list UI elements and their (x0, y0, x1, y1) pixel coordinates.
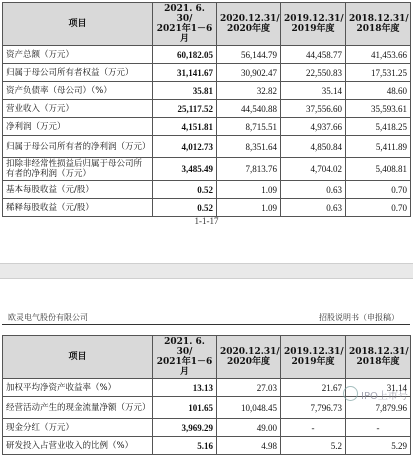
cell-value: 0.52 (153, 199, 217, 217)
cell-value: 44,458.77 (281, 46, 346, 64)
cell-value: 10,048.45 (217, 397, 281, 419)
cell-value: 0.70 (346, 181, 411, 199)
cell-value: 0.52 (153, 181, 217, 199)
cell-value: 13.13 (153, 379, 217, 397)
table-header-row (3, 3, 411, 46)
table-row (3, 82, 411, 100)
cell-value: - (281, 419, 346, 437)
row-label: 研发投入占营业收入的比例（%） (3, 437, 153, 455)
header-2021h1: 2021. 6. 30/ 2021年1－6月 (153, 336, 217, 379)
financial-summary-table (2, 2, 411, 217)
watermark-text: IPO上市号 (361, 391, 408, 402)
cell-value: 22,550.83 (281, 64, 346, 82)
cell-value: 4.98 (217, 437, 281, 455)
cell-value: 31.14 (346, 379, 411, 397)
cell-value: 8,351.64 (217, 136, 281, 158)
row-label: 加权平均净资产收益率（%） (3, 379, 153, 397)
cell-value: 3,485.49 (153, 158, 217, 181)
cell-value: 4,151.81 (153, 118, 217, 136)
document-title: 招股说明书（申报稿） (319, 313, 399, 322)
cell-value: 49.00 (217, 419, 281, 437)
row-label: 稀释每股收益（元/股） (3, 199, 153, 217)
table-row (3, 181, 411, 199)
cell-value: 8,715.51 (217, 118, 281, 136)
cell-value: 32.82 (217, 82, 281, 100)
cell-value: 35.81 (153, 82, 217, 100)
header-2019: 2019.12.31/ 2019年度 (281, 3, 346, 46)
cell-value: 7,879.96 (346, 397, 411, 419)
row-label: 归属于母公司所有者权益（万元） (3, 64, 153, 82)
cell-value: 37,556.60 (281, 100, 346, 118)
cell-value: 5,418.25 (346, 118, 411, 136)
cell-value: 35,593.61 (346, 100, 411, 118)
cell-value: 41,453.66 (346, 46, 411, 64)
table-row (3, 419, 411, 437)
cell-value: 101.65 (153, 397, 217, 419)
table-row (3, 158, 411, 181)
page-number: 1-1-17 (194, 216, 219, 226)
table-row (3, 136, 411, 158)
header-2018: 2018.12.31/ 2018年度 (346, 336, 411, 379)
row-label: 归属于母公司所有者的净利润（万元） (3, 136, 153, 158)
header-2020: 2020.12.31/ 2020年度 (217, 3, 281, 46)
row-label: 净利润（万元） (3, 118, 153, 136)
cell-value: 7,813.76 (217, 158, 281, 181)
header-item: 项目 (3, 3, 153, 46)
cell-value: 0.63 (281, 181, 346, 199)
table-header-row (3, 336, 411, 379)
document-page-2 (0, 279, 413, 451)
cell-value: 56,144.79 (217, 46, 281, 64)
cell-value: 4,012.73 (153, 136, 217, 158)
cell-value: 5,408.81 (346, 158, 411, 181)
row-label: 资产负债率（母公司）（%） (3, 82, 153, 100)
cell-value: 17,531.25 (346, 64, 411, 82)
row-label: 基本每股收益（元/股） (3, 181, 153, 199)
header-2020: 2020.12.31/ 2020年度 (217, 336, 281, 379)
row-label: 营业收入（万元） (3, 100, 153, 118)
cell-value: 31,141.67 (153, 64, 217, 82)
table-row (3, 437, 411, 455)
cell-value: 35.14 (281, 82, 346, 100)
cell-value: 25,117.52 (153, 100, 217, 118)
cell-value: 60,182.05 (153, 46, 217, 64)
cell-value: 7,796.73 (281, 397, 346, 419)
row-label: 扣除非经常性损益后归属于母公司所有者的净利润（万元） (3, 158, 153, 181)
row-label: 经营活动产生的现金流量净额（万元） (3, 397, 153, 419)
cell-value: 4,937.66 (281, 118, 346, 136)
table-row (3, 118, 411, 136)
page-separator (0, 263, 413, 279)
table-row (3, 46, 411, 64)
cell-value: 21.67 (281, 379, 346, 397)
cell-value: 30,902.47 (217, 64, 281, 82)
cell-value: 1.09 (217, 199, 281, 217)
cell-value: 5.29 (346, 437, 411, 455)
cell-value: - (346, 419, 411, 437)
cell-value: 4,704.02 (281, 158, 346, 181)
header-2019: 2019.12.31/ 2019年度 (281, 336, 346, 379)
row-label: 资产总额（万元） (3, 46, 153, 64)
table-row (3, 100, 411, 118)
cell-value: 48.60 (346, 82, 411, 100)
cell-value: 4,850.84 (281, 136, 346, 158)
cell-value: 5.2 (281, 437, 346, 455)
watermark (343, 385, 407, 403)
company-name: 欧灵电气股份有限公司 (8, 313, 88, 322)
table-row (3, 199, 411, 217)
table-row (3, 64, 411, 82)
cell-value: 1.09 (217, 181, 281, 199)
cell-value: 0.63 (281, 199, 346, 217)
cell-value: 27.03 (217, 379, 281, 397)
watermark-logo-icon (343, 386, 358, 401)
header-2021h1: 2021. 6. 30/ 2021年1－6月 (153, 3, 217, 46)
cell-value: 5,411.89 (346, 136, 411, 158)
header-divider (2, 324, 410, 325)
cell-value: 5.16 (153, 437, 217, 455)
cell-value: 3,969.29 (153, 419, 217, 437)
row-label: 现金分红（万元） (3, 419, 153, 437)
cell-value: 44,540.88 (217, 100, 281, 118)
cell-value: 0.70 (346, 199, 411, 217)
header-item: 项目 (3, 336, 153, 379)
header-2018: 2018.12.31/ 2018年度 (346, 3, 411, 46)
